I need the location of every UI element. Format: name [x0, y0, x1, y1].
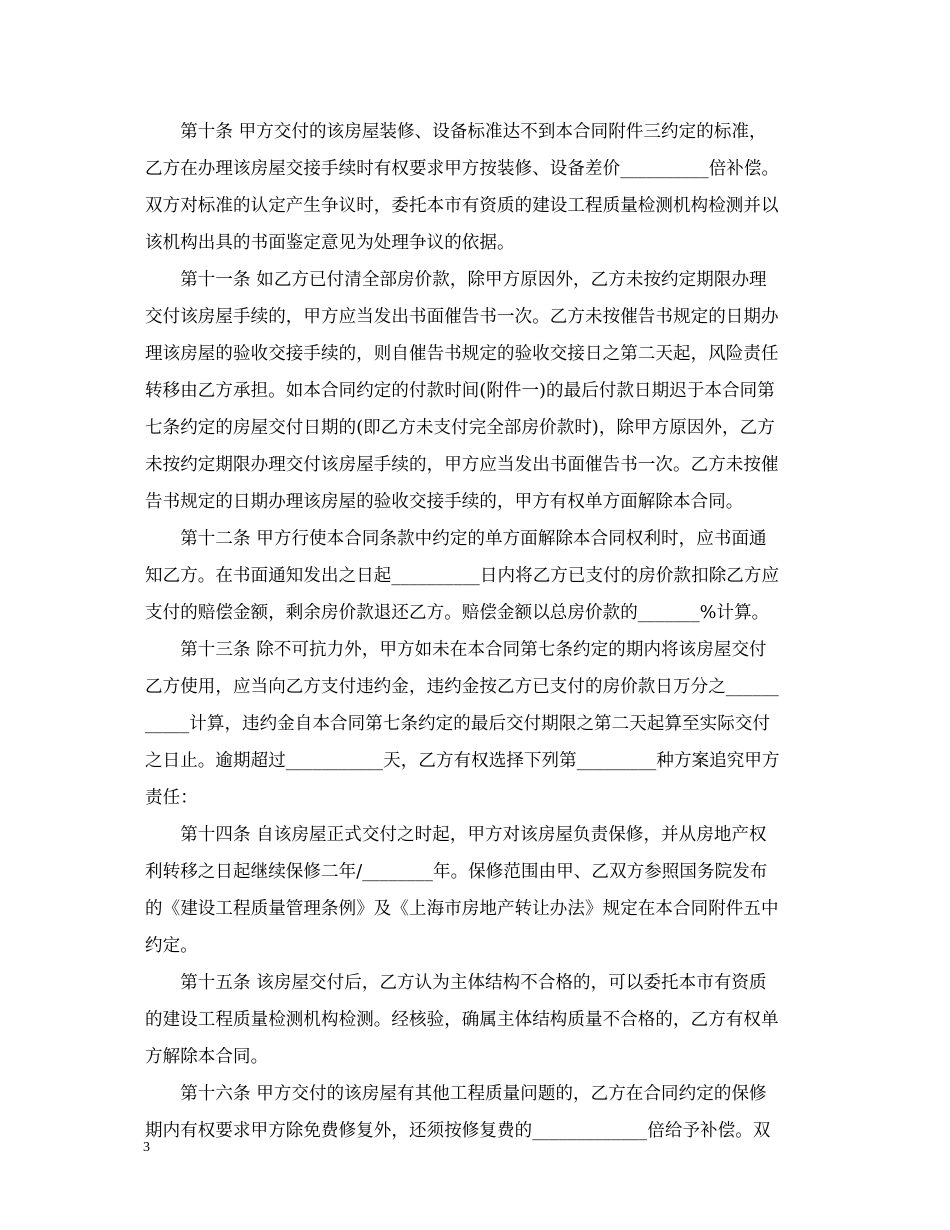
text-line: 乙方在办理该房屋交接手续时有权要求甲方按装修、设备差价__________倍补偿。 [145, 159, 780, 179]
text-line: 第十二条 甲方行使本合同条款中约定的单方面解除本合同权利时，应书面通 [145, 529, 767, 549]
text-line: 告书规定的日期办理该房屋的验收交接手续的，甲方有权单方面解除本合同。 [145, 492, 744, 512]
text-line: 责任： [145, 788, 198, 808]
text-line: 七条约定的房屋交付日期的(即乙方未支付完全部房价款时)，除甲方原因外，乙方 [145, 418, 775, 438]
text-line: 之日止。逾期超过___________天，乙方有权选择下列第_________种方案追究甲方 [145, 751, 780, 771]
text-line: 第十四条 自该房屋正式交付之时起，甲方对该房屋负责保修，并从房地产权 [145, 825, 767, 845]
text-line: 交付该房屋手续的，甲方应当发出书面催告书一次。乙方未按催告书规定的日期办 [145, 307, 779, 327]
text-line: 双方对标准的认定产生争议时，委托本市有资质的建设工程质量检测机构检测并以 [145, 196, 779, 216]
text-line: 知乙方。在书面通知发出之日起__________日内将乙方已支付的房价款扣除乙方应 [145, 566, 780, 586]
text-line: 方解除本合同。 [145, 1047, 269, 1067]
page-number: 3 [143, 1140, 150, 1155]
text-line: 的《建设工程质量管理条例》及《上海市房地产转让办法》规定在本合同附件五中 [145, 899, 779, 919]
text-line: 该机构出具的书面鉴定意见为处理争议的依据。 [145, 233, 515, 253]
text-line: 第十三条 除不可抗力外，甲方如未在本合同第七条约定的期内将该房屋交付 [145, 640, 767, 660]
text-line: 第十一条 如乙方已付清全部房价款，除甲方原因外，乙方未按约定期限办理 [145, 270, 767, 290]
text-line: 支付的赔偿金额，剩余房价款退还乙方。赔偿金额以总房价款的_______%计算。 [145, 603, 770, 623]
text-line: _____计算，违约金自本合同第七条约定的最后交付期限之第二天起算至实际交付 [145, 714, 771, 734]
text-line: 转移由乙方承担。如本合同约定的付款时间(附件一)的最后付款日期迟于本合同第 [145, 381, 775, 401]
text-line: 期内有权要求甲方除免费修复外，还须按修复费的_____________倍给予补偿。双 [145, 1121, 771, 1141]
text-line: 未按约定期限办理交付该房屋手续的，甲方应当发出书面催告书一次。乙方未按催 [145, 455, 779, 475]
text-line: 理该房屋的验收交接手续的，则自催告书规定的验收交接日之第二天起，风险责任 [145, 344, 779, 364]
text-line: 的建设工程质量检测机构检测。经核验，确属主体结构质量不合格的，乙方有权单 [145, 1010, 779, 1030]
text-line: 乙方使用，应当向乙方支付违约金，违约金按乙方已支付的房价款日万分之______ [145, 677, 779, 697]
text-line: 利转移之日起继续保修二年/________年。保修范围由甲、乙双方参照国务院发布 [145, 862, 768, 882]
text-line: 约定。 [145, 936, 198, 956]
text-line: 第十六条 甲方交付的该房屋有其他工程质量问题的，乙方在合同约定的保修 [145, 1084, 767, 1104]
text-line: 第十五条 该房屋交付后，乙方认为主体结构不合格的，可以委托本市有资质 [145, 973, 767, 993]
text-line: 第十条 甲方交付的该房屋装修、设备标准达不到本合同附件三约定的标准， [145, 122, 767, 142]
